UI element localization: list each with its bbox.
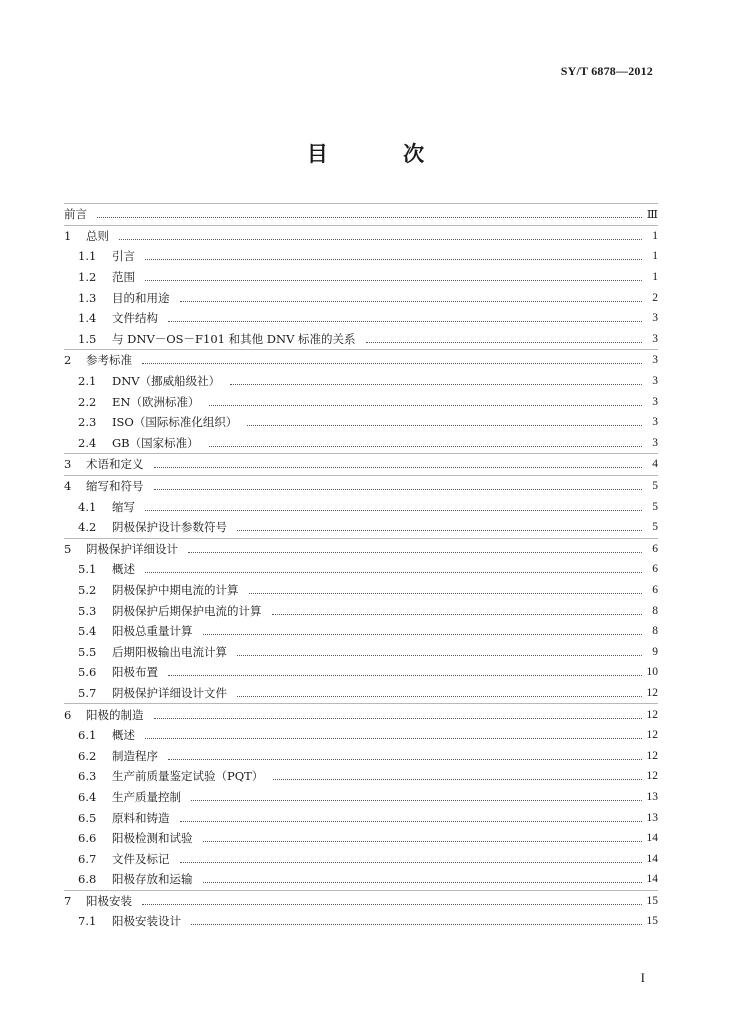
leader-dots [154, 466, 643, 468]
toc-entry-number: 5.5 [78, 644, 97, 659]
toc-entry-title: 引言 [112, 249, 135, 264]
leader-dots [97, 216, 642, 218]
toc-entry-number: 2 [64, 353, 72, 368]
toc-entry-page: 1 [652, 229, 658, 242]
toc-section-entry[interactable] [64, 412, 658, 433]
toc-entry-number: 5.1 [78, 562, 97, 577]
leader-dots [230, 383, 642, 385]
toc-entry-title: 阴极保护后期保护电流的计算 [112, 603, 262, 618]
toc-entry-page: 3 [652, 395, 658, 408]
leader-dots [237, 695, 642, 697]
leader-dots [119, 238, 642, 240]
toc-list [64, 203, 658, 932]
toc-entry-page: 12 [646, 749, 658, 762]
toc-entry-number: 7.1 [78, 914, 97, 929]
toc-entry-number: 2.4 [78, 435, 97, 450]
toc-section-entry[interactable] [64, 848, 658, 869]
toc-entry-number: 6.6 [78, 831, 97, 846]
toc-entry-page: 12 [646, 729, 658, 742]
toc-entry-title: 总则 [86, 228, 109, 243]
standard-code: SY/T 6878—2012 [560, 64, 653, 78]
leader-dots [188, 551, 642, 553]
toc-entry-page: 3 [652, 375, 658, 388]
toc-title: 目 次 [306, 141, 459, 166]
toc-entry-page: 10 [646, 666, 658, 679]
leader-dots [142, 903, 642, 905]
leader-dots [203, 633, 643, 635]
leader-dots [145, 279, 642, 281]
toc-section-entry[interactable] [64, 329, 658, 350]
toc-entry-page: 2 [652, 291, 658, 304]
toc-entry-title: 生产质量控制 [112, 789, 181, 804]
toc-section-entry[interactable] [64, 517, 658, 538]
toc-chapter-entry[interactable] [64, 204, 658, 225]
toc-section-entry[interactable] [64, 496, 658, 517]
toc-entry-title: 阳极安装 [86, 893, 132, 908]
toc-entry-number: 6.5 [78, 810, 97, 825]
toc-entry-page: 12 [646, 686, 658, 699]
toc-entry-page: 6 [652, 563, 658, 576]
toc-entry-page: 8 [652, 604, 658, 617]
toc-entry-number: 2.1 [78, 374, 97, 389]
leader-dots [145, 258, 642, 260]
toc-entry-title: 阴极保护中期电流的计算 [112, 582, 239, 597]
toc-entry-number: 6 [64, 707, 72, 722]
toc-chapter-entry[interactable] [64, 350, 658, 371]
toc-entry-title: 缩写 [112, 499, 135, 514]
toc-entry-title: EN（欧洲标准） [112, 394, 200, 409]
toc-entry-number: 4 [64, 479, 72, 494]
toc-entry-page: 15 [646, 915, 658, 928]
toc-entry-number: 6.8 [78, 872, 97, 887]
toc-entry-number: 1.2 [78, 270, 97, 285]
toc-entry-page: 3 [652, 312, 658, 325]
toc-section-entry[interactable] [64, 580, 658, 601]
toc-entry-number: 2.3 [78, 415, 97, 430]
toc-entry-title: 阴极保护设计参数符号 [112, 520, 227, 535]
toc-entry-page: 1 [652, 271, 658, 284]
toc-entry-page: 3 [652, 436, 658, 449]
toc-entry-title: 生产前质量鉴定试验（PQT） [112, 769, 264, 784]
toc-section-entry[interactable] [64, 766, 658, 787]
toc-entry-number: 1.3 [78, 290, 97, 305]
leader-dots [249, 592, 643, 594]
toc-section-entry[interactable] [64, 869, 658, 890]
toc-entry-title: 缩写和符号 [86, 479, 144, 494]
leader-dots [237, 529, 642, 531]
toc-entry-number: 5 [64, 541, 72, 556]
toc-entry-number: 6.2 [78, 748, 97, 763]
toc-section-entry[interactable] [64, 828, 658, 849]
leader-dots [180, 300, 643, 302]
leader-dots [272, 613, 643, 615]
toc-entry-number: 7 [64, 893, 72, 908]
toc-entry-title: 阳极安装设计 [112, 914, 181, 929]
toc-section-entry[interactable] [64, 662, 658, 683]
toc-entry-page: 12 [646, 708, 658, 721]
toc-entry-page: 3 [652, 332, 658, 345]
toc-entry-page: 14 [646, 852, 658, 865]
leader-dots [168, 674, 642, 676]
leader-dots [237, 654, 642, 656]
toc-entry-page: 1 [652, 250, 658, 263]
toc-entry-title: 范围 [112, 270, 135, 285]
toc-entry-page: 5 [652, 500, 658, 513]
leader-dots [168, 320, 642, 322]
leader-dots [180, 820, 643, 822]
toc-entry-page: 13 [646, 811, 658, 824]
toc-entry-title: 后期阳极输出电流计算 [112, 644, 227, 659]
toc-entry-number: 5.4 [78, 624, 97, 639]
toc-entry-number: 5.7 [78, 685, 97, 700]
toc-entry-title: 阳极存放和运输 [112, 872, 193, 887]
toc-section-entry[interactable] [64, 287, 658, 308]
leader-dots [203, 840, 643, 842]
toc-chapter-entry[interactable] [64, 539, 658, 560]
toc-entry-title: 阴极保护详细设计文件 [112, 685, 227, 700]
toc-entry-title: DNV（挪威船级社） [112, 374, 221, 389]
toc-entry-number: 4.1 [78, 499, 97, 514]
toc-entry-number: 3 [64, 457, 72, 472]
toc-entry-title: 阴极保护详细设计 [86, 541, 178, 556]
leader-dots [154, 488, 643, 490]
toc-entry-title: 概述 [112, 728, 135, 743]
leader-dots [168, 758, 642, 760]
toc-chapter-entry[interactable] [64, 226, 658, 247]
toc-entry-title: 阳极布置 [112, 665, 158, 680]
toc-section-entry[interactable] [64, 246, 658, 267]
toc-entry-page: 5 [652, 480, 658, 493]
toc-entry-number: 6.4 [78, 789, 97, 804]
toc-entry-title: 概述 [112, 562, 135, 577]
toc-entry-number: 5.2 [78, 582, 97, 597]
leader-dots [209, 404, 642, 406]
toc-entry-number: 4.2 [78, 520, 97, 535]
toc-entry-title: 制造程序 [112, 748, 158, 763]
leader-dots [180, 861, 643, 863]
toc-section-entry[interactable] [64, 807, 658, 828]
toc-entry-page: 8 [652, 625, 658, 638]
toc-entry-title: 阳极的制造 [86, 707, 144, 722]
toc-entry-page: 4 [652, 458, 658, 471]
leader-dots [191, 923, 642, 925]
leader-dots [273, 778, 642, 780]
leader-dots [142, 362, 642, 364]
toc-entry-title: 与 DNV－OS－F101 和其他 DNV 标准的关系 [112, 331, 356, 346]
toc-section-entry[interactable] [64, 559, 658, 580]
toc-entry-page: 3 [652, 416, 658, 429]
toc-entry-page: 5 [652, 521, 658, 534]
toc-section-entry[interactable] [64, 308, 658, 329]
toc-entry-number: 1 [64, 228, 72, 243]
toc-entry-page: 9 [652, 645, 658, 658]
toc-entry-page: 6 [652, 583, 658, 596]
toc-section-entry[interactable] [64, 433, 658, 454]
toc-entry-page: 14 [646, 873, 658, 886]
toc-section-entry[interactable] [64, 683, 658, 704]
toc-entry-number: 5.6 [78, 665, 97, 680]
toc-entry-number: 6.7 [78, 851, 97, 866]
toc-section-entry[interactable] [64, 725, 658, 746]
toc-entry-title: 参考标准 [86, 353, 132, 368]
toc-entry-number: 1.1 [78, 249, 97, 264]
toc-section-entry[interactable] [64, 911, 658, 932]
leader-dots [145, 571, 642, 573]
toc-section-entry[interactable] [64, 391, 658, 412]
toc-section-entry[interactable] [64, 267, 658, 288]
leader-dots [247, 424, 642, 426]
toc-entry-page: Ⅲ [646, 209, 658, 222]
toc-entry-title: GB（国家标准） [112, 435, 199, 450]
leader-dots [145, 737, 642, 739]
toc-entry-title: 阳极检测和试验 [112, 831, 193, 846]
toc-entry-page: 12 [646, 770, 658, 783]
toc-entry-title: 原料和铸造 [112, 810, 170, 825]
toc-entry-title: 阳极总重量计算 [112, 624, 193, 639]
toc-section-entry[interactable] [64, 621, 658, 642]
toc-entry-page: 15 [646, 894, 658, 907]
toc-chapter-entry[interactable] [64, 476, 658, 497]
toc-entry-number: 6.3 [78, 769, 97, 784]
toc-chapter-entry[interactable] [64, 454, 658, 475]
toc-section-entry[interactable] [64, 641, 658, 662]
toc-entry-title: 术语和定义 [86, 457, 144, 472]
toc-entry-number: 5.3 [78, 603, 97, 618]
toc-chapter-entry[interactable] [64, 704, 658, 725]
leader-dots [154, 717, 643, 719]
toc-entry-number: 1.4 [78, 311, 97, 326]
toc-entry-number: 6.1 [78, 728, 97, 743]
leader-dots [191, 799, 642, 801]
toc-section-entry[interactable] [64, 371, 658, 392]
toc-section-entry[interactable] [64, 745, 658, 766]
toc-section-entry[interactable] [64, 787, 658, 808]
toc-entry-number: 1.5 [78, 331, 97, 346]
toc-entry-title: ISO（国际标准化组织） [112, 415, 238, 430]
toc-entry-page: 3 [652, 354, 658, 367]
toc-entry-page: 13 [646, 790, 658, 803]
toc-entry-page: 14 [646, 832, 658, 845]
toc-entry-title: 前言 [64, 207, 87, 222]
toc-section-entry[interactable] [64, 600, 658, 621]
leader-dots [209, 445, 642, 447]
leader-dots [366, 341, 642, 343]
toc-entry-title: 目的和用途 [112, 290, 170, 305]
toc-entry-title: 文件结构 [112, 311, 158, 326]
toc-entry-page: 6 [652, 542, 658, 555]
toc-entry-number: 2.2 [78, 394, 97, 409]
leader-dots [145, 509, 642, 511]
leader-dots [203, 881, 643, 883]
page-number: I [640, 970, 645, 985]
toc-chapter-entry[interactable] [64, 891, 658, 912]
toc-entry-title: 文件及标记 [112, 851, 170, 866]
